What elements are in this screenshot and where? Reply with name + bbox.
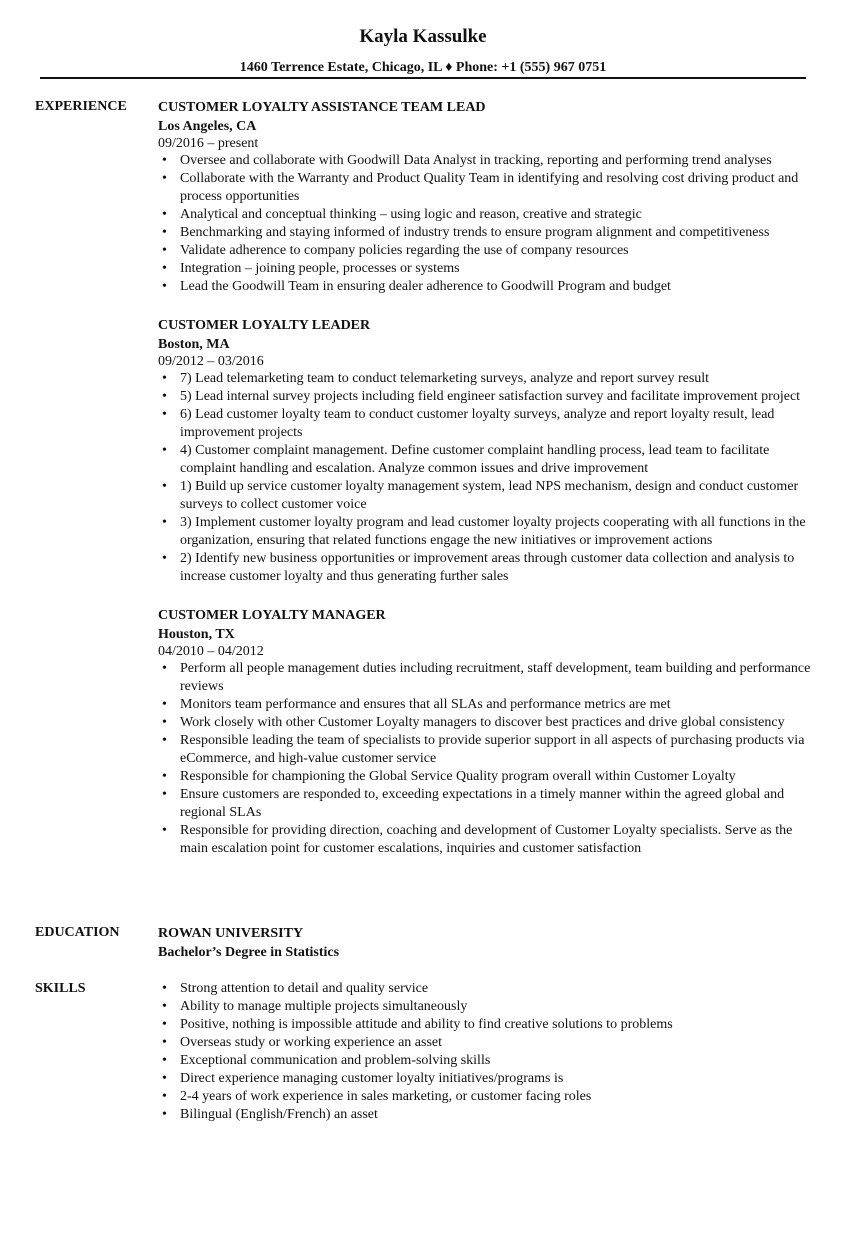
- skill-item: • 2-4 years of work experience in sales marketing, or customer facing roles: [158, 1088, 818, 1106]
- degree: Bachelor’s Degree in Statistics: [158, 945, 340, 960]
- section-label-education: EDUCATION: [35, 925, 120, 940]
- bullet-item: • Responsible leading the team of specialists to provide superior support in all aspects of purchasing products via eCommerce, and high-value customer service: [158, 732, 818, 768]
- job-location: Boston, MA: [158, 337, 230, 352]
- job-title: CUSTOMER LOYALTY ASSISTANCE TEAM LEAD: [158, 100, 486, 115]
- job-entry: [158, 606, 818, 858]
- bullet-item: • Work closely with other Customer Loyalty managers to discover best practices and drive global consistency: [158, 714, 818, 732]
- job-title: CUSTOMER LOYALTY LEADER: [158, 318, 371, 333]
- skill-item: • Direct experience managing customer loyalty initiatives/programs is: [158, 1070, 818, 1088]
- bullet-item: • Benchmarking and staying informed of industry trends to ensure program alignment and competitiveness: [158, 224, 818, 242]
- experience-body: [158, 98, 818, 878]
- job-bullets: [158, 660, 818, 858]
- job-dates: 09/2012 – 03/2016: [158, 354, 264, 369]
- bullet-item: • Ensure customers are responded to, exceeding expectations in a timely manner within the agreed global and regional SLAs: [158, 786, 818, 822]
- bullet-item: • Responsible for providing direction, coaching and development of Customer Loyalty specialists. Serve as the main escalation point for customer escalations, inquiries and customer satisfaction: [158, 822, 818, 858]
- job-location: Houston, TX: [158, 627, 235, 642]
- bullet-item: • Validate adherence to company policies regarding the use of company resources: [158, 242, 818, 260]
- bullet-item: • Responsible for championing the Global Service Quality program overall within Customer Loyalty: [158, 768, 818, 786]
- bullet-item: • Collaborate with the Warranty and Product Quality Team in identifying and resolving cost driving product and process opportunities: [158, 170, 818, 206]
- bullet-item: • 5) Lead internal survey projects including field engineer satisfaction survey and facilitate improvement project: [158, 388, 818, 406]
- bullet-item: • 2) Identify new business opportunities or improvement areas through customer data collection and analysis to increase customer loyalty and thus generating further sales: [158, 550, 818, 586]
- skill-item: • Strong attention to detail and quality service: [158, 980, 818, 998]
- bullet-item: • 1) Build up service customer loyalty management system, lead NPS mechanism, design and conduct customer surveys to collect customer voice: [158, 478, 818, 514]
- bullet-item: • 7) Lead telemarketing team to conduct telemarketing surveys, analyze and report survey result: [158, 370, 818, 388]
- contact-line: 1460 Terrence Estate, Chicago, IL ♦ Phone: +1 (555) 967 0751: [239, 60, 607, 75]
- job-entry: [158, 316, 818, 586]
- skill-item: • Exceptional communication and problem-solving skills: [158, 1052, 818, 1070]
- job-title: CUSTOMER LOYALTY MANAGER: [158, 608, 386, 623]
- skill-item: • Positive, nothing is impossible attitude and ability to find creative solutions to problems: [158, 1016, 818, 1034]
- bullet-item: • 4) Customer complaint management. Define customer complaint handling process, lead team to facilitate complaint handling and escalation. Analyze common issues and drive improvement: [158, 442, 818, 478]
- bullet-item: • 6) Lead customer loyalty team to conduct customer loyalty surveys, analyze and report loyalty result, lead improvement projects: [158, 406, 818, 442]
- candidate-name: Kayla Kassulke: [359, 26, 487, 47]
- education-body: [158, 924, 818, 962]
- skill-item: • Ability to manage multiple projects simultaneously: [158, 998, 818, 1016]
- section-label-experience: EXPERIENCE: [35, 99, 127, 114]
- skill-item: • Bilingual (English/French) an asset: [158, 1106, 818, 1124]
- skills-list: [158, 980, 818, 1124]
- job-dates: 09/2016 – present: [158, 136, 259, 151]
- bullet-item: • Integration – joining people, processes or systems: [158, 260, 818, 278]
- bullet-item: • Monitors team performance and ensures that all SLAs and performance metrics are met: [158, 696, 818, 714]
- bullet-item: • Analytical and conceptual thinking – using logic and reason, creative and strategic: [158, 206, 818, 224]
- bullet-item: • 3) Implement customer loyalty program and lead customer loyalty projects cooperating with all functions in the organization, ensuring that related functions engage the new initiatives or improvement actions: [158, 514, 818, 550]
- school-name: ROWAN UNIVERSITY: [158, 926, 304, 941]
- job-bullets: [158, 152, 818, 296]
- section-label-skills: SKILLS: [35, 981, 86, 996]
- skill-item: • Overseas study or working experience an asset: [158, 1034, 818, 1052]
- bullet-item: • Lead the Goodwill Team in ensuring dealer adherence to Goodwill Program and budget: [158, 278, 818, 296]
- header-divider: [40, 77, 806, 79]
- job-dates: 04/2010 – 04/2012: [158, 644, 264, 659]
- skills-body: [158, 980, 818, 1124]
- bullet-item: • Oversee and collaborate with Goodwill Data Analyst in tracking, reporting and performing trend analyses: [158, 152, 818, 170]
- job-bullets: [158, 370, 818, 586]
- job-location: Los Angeles, CA: [158, 119, 257, 134]
- job-entry: [158, 98, 818, 296]
- bullet-item: • Perform all people management duties including recruitment, staff development, team building and performance reviews: [158, 660, 818, 696]
